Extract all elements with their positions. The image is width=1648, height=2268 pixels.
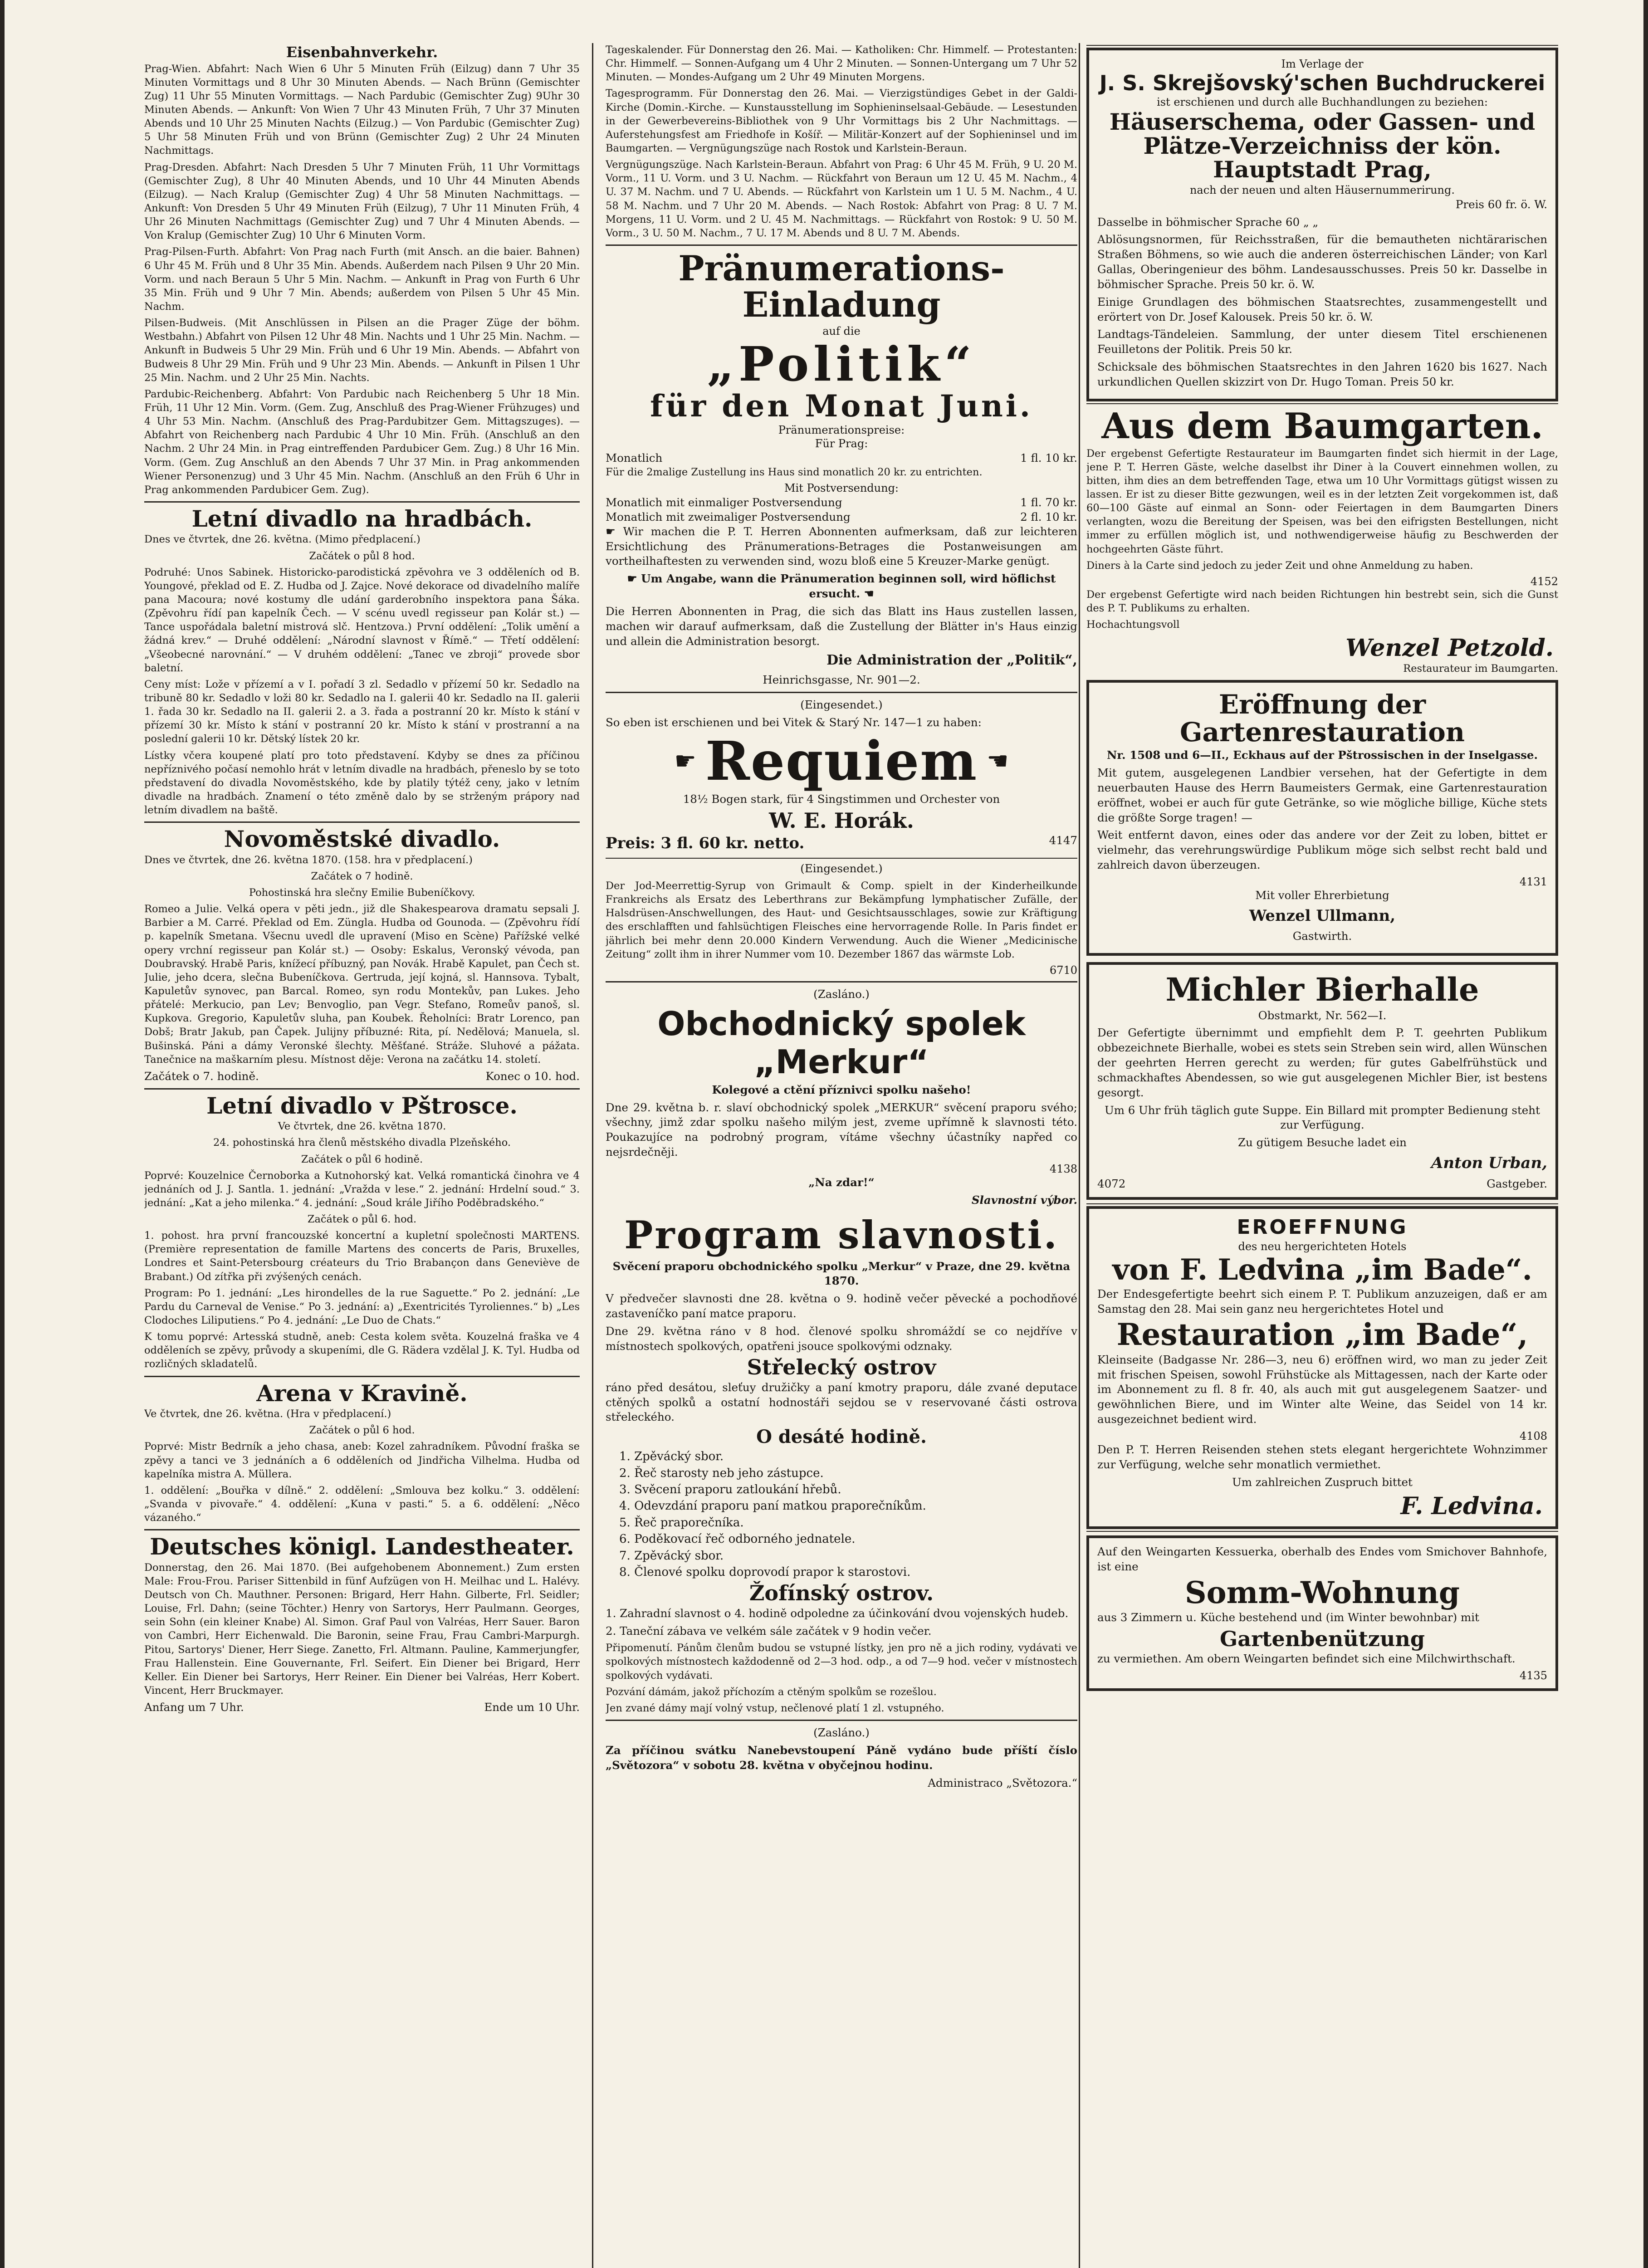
- body-text: Der ergebenst Gefertigte Restaurateur im Baumgarten findet sich hiermit in der Lage, jene P. T. Herren Gäste, welche daselbst ihr Diner à la Couvert einnehmen wollen, zu bitten, ihm dies an dem betreffenden Tage, etwa um 10 Uhr Vormittags gütigst wissen zu lassen. Er ist zu dieser Bitte gezwungen, weil es in der letzten Zeit vorgekommen ist, daß 60—100 Gäste auf einmal an Sonn- oder Feiertagen in dem Baumgarten Diners verlangten, wozu die Bereitung der Speisen, was bei den eifrigsten Bestellungen, nicht immer zu erfüllen möglich ist, und nothwendigerweise häufig zu Beschwerden der hochgeehrten Gäste führt.: [1086, 447, 1558, 555]
- railway-title: Eisenbahnverkehr.: [286, 44, 438, 61]
- signature: F. Ledvina.: [1400, 1492, 1543, 1520]
- price-row: [606, 510, 1077, 524]
- pointing-hand-icon: ☚: [987, 747, 1009, 776]
- start-note: Anfang um 7 Uhr.: [144, 1701, 244, 1714]
- address: Obstmarkt, Nr. 562—I.: [1258, 1008, 1387, 1022]
- ad-title: EROEFFNUNG: [1237, 1216, 1408, 1239]
- body-text: 1. oddělení: „Bouřka v dílně.“ 2. oddělení: „Smlouva bez kolku.“ 3. oddělení: „Svanda v pivovaře.“ 4. oddělení: „Kuna v pasti.“ 5. a 6. oddělení: „Něco vázaného.“: [144, 1484, 580, 1524]
- body-text: Dne 29. května ráno v 8 hod. členové spolku shromáždí se co nejdříve v místnostech spolkových, opatřeni jsouce spolkovými odznaky.: [606, 1324, 1077, 1353]
- kessuerka-ad: [1086, 1535, 1558, 1691]
- program-title: Program slavnosti.: [624, 1212, 1059, 1257]
- tagesprogramm: Tagesprogramm. Für Donnerstag den 26. Mai. — Vierzigstündiges Gebet in der Galdi-Kirche (Domin.-Kirche. — Kunstausstellung im Sophieninselsaal-Gebäude. — Lesestunden in der Gewerbevereins-Bibliothek von 9 Uhr Vormittags bis 2 Uhr Nachmittags. — Auferstehungsfest am Friedhofe in Košíř. — Militär-Konzert auf der Sophieninsel und im Baumgarten. — Vergnügungszüge nach Rostok und Karlstein-Beraun.: [606, 88, 1077, 154]
- ad-number: 4108: [1519, 1429, 1547, 1442]
- ad-sub: auf die: [822, 324, 861, 337]
- body-text: Diners à la Carte sind jedoch zu jeder Zeit und ohne Anmeldung zu haben.: [1086, 559, 1473, 572]
- delivery-note: Für die 2malige Zustellung ins Haus sind monatlich 20 kr. zu entrichten.: [606, 466, 983, 478]
- book-price: Preis 60 fr. ö. W.: [1455, 197, 1547, 211]
- body-text: Začátek o půl 6. hod.: [307, 1213, 417, 1226]
- body-text: ráno před desátou, sleťuy družičky a paní kmotry praporu, dále zvané deputace ctěných spolků a ostatní hodnostáři sejdou se v reservované části ostrova střeleckého.: [606, 1380, 1077, 1424]
- ad-number: 4131: [1519, 875, 1547, 888]
- divider: [606, 858, 1077, 859]
- pointing-hand-icon: ☛: [606, 524, 623, 538]
- closing: Um zahlreichen Zuspruch bittet: [1232, 1475, 1413, 1489]
- tageskalender: Tageskalender. Für Donnerstag den 26. Mai. — Katholiken: Chr. Himmelf. — Protestanten: Chr. Himmelf. — Sonnen-Aufgang um 4 Uhr 2 Minuten. — Sonnen-Untergang um 7 Uhr 52 Minuten. — Mondes-Aufgang um 2 Uhr 49 Minuten Morgens.: [606, 44, 1077, 83]
- body-text-span: Wir machen die P. T. Herren Abonnenten aufmerksam, daß zur leichteren Ersichtlichung des Pränumerations-Betrages die Postanweisungen am vortheilhaftesten zu verwenden sind, wozu bloß eine 5 Kreuzer-Marke genügt.: [606, 524, 1077, 568]
- requiem-title: Requiem: [705, 729, 978, 793]
- price-label: Monatlich mit einmaliger Postversendung: [606, 496, 842, 509]
- theatre-kravine: [144, 1379, 580, 1525]
- body-text: Jen zvané dámy mají volný vstup, nečlenové platí 1 zl. vstupného.: [606, 1702, 944, 1714]
- price-row: [606, 451, 1077, 465]
- body-text: zu vermiethen. Am obern Weingarten befindet sich eine Milchwirthschaft.: [1097, 1652, 1516, 1666]
- ad-subtitle: Gartenbenützung: [1219, 1627, 1425, 1652]
- body-text: Poprvé: Kouzelnice Černoborka a Kutnohorský kat. Velká romantická činohra ve 4 jednáních od J. J. Santla. 1. jednání: „Vražda v lese.“ 2. jednání: Hrdelní soud.“ 3. jednání: „Kat a jeho milenka.“ 4. jednání: „Soud krále Jiřího Poděbradského.“: [144, 1169, 580, 1209]
- program-list: [619, 1448, 1077, 1580]
- closing: Zu gütigem Besuche ladet ein: [1238, 1136, 1407, 1149]
- divider: [606, 244, 1077, 246]
- address: Nr. 1508 und 6—II., Eckhaus auf der Pštrossischen in der Inselgasse.: [1106, 748, 1538, 762]
- committee: Slavnostní výbor.: [971, 1193, 1077, 1207]
- signature: Die Administration der „Politik“,: [826, 652, 1077, 669]
- theatre-hradbach: [144, 507, 580, 817]
- body-text: Program: Po 1. jednání: „Les hirondelles de la rue Saguette.“ Po 2. jednání: „Le Pardu du Carneval de Venise.“ Po 3. jednání: a) „Exentricités Tyroliennes.“ b) „Les Clodoches Liliputiens.“ Po 4. jednání: „Le Duo de Chats.“: [144, 1287, 580, 1327]
- ad-title: Eröffnung der Gartenrestauration: [1179, 689, 1465, 748]
- divider: [606, 1720, 1077, 1721]
- theatre-novomestske: [144, 827, 580, 1083]
- page-edge-left: [0, 0, 5, 2268]
- body-text: Die Herren Abonnenten in Prag, die sich das Blatt ins Haus zustellen lassen, machen wir darauf aufmerksam, daß die Zustellung der Blätter in's Haus einzig und allein die Administration besorgt.: [606, 604, 1077, 648]
- address: Heinrichsgasse, Nr. 901—2.: [763, 673, 920, 686]
- date-line: Ve čtvrtek, dne 26. května 1870.: [278, 1120, 446, 1133]
- body-text: [606, 572, 1077, 601]
- body-text-span: Um Angabe, wann die Pränumeration beginnen soll, wird höflichst ersucht.: [641, 572, 1056, 601]
- divider: [144, 1376, 580, 1377]
- price-row: [606, 495, 1077, 510]
- railway-paragraph: Prag-Pilsen-Furth. Abfahrt: Von Prag nach Furth (mit Ansch. an die baier. Bahnen) 6 Uhr 45 M. Früh und 8 Uhr 35 Min. Abends. Außerdem nach Pilsen 9 Uhr 20 Min. Vorm. und nach Beraun 5 Uhr 5 Min. Nachm. — Ankunft in Prag von Furth 6 Uhr 35 Min. Früh und 9 Uhr 7 Min. Abends; außerdem von Pilsen 5 Uhr 45 Min. Nachm.: [144, 246, 580, 313]
- ad-number: 4072: [1097, 1177, 1126, 1190]
- body-text: Lístky včera koupené platí pro toto představení. Kdyby se dnes za příčinou nepříznivého počasí nemohlo hrát v letním divadle na hradbách, přeneslo by se toto představení do divadla Novoměstského, kde by platily týtéž ceny, jako v letním divadle na hradbách. Znamení o této změně dalo by se strženým prápory nad letním divadlem na baště.: [144, 749, 580, 816]
- publisher-name: J. S. Skrejšovský'schen Buchdruckerei: [1099, 71, 1545, 95]
- railway-paragraph: Pilsen-Budweis. (Mit Anschlüssen in Pilsen an die Prager Züge der böhm. Westbahn.) Abfahrt von Pilsen 12 Uhr 48 Min. Nachts und 1 Uhr 25 Min. Nachm. — Ankunft in Budweis 5 Uhr 29 Min. Früh und 6 Uhr 19 Min. Abends. — Abfahrt von Budweis 8 Uhr 29 Min. Früh und 9 Uhr 23 Min. Abends. — Ankunft in Pilsen 1 Uhr 25 Min. Nachm. und 2 Uhr 25 Min. Nachts.: [144, 317, 580, 384]
- benefit-line: Pohostinská hra slečny Emilie Bubeníčkovy.: [249, 887, 475, 899]
- ad-number: 4138: [1049, 1162, 1077, 1175]
- michler-ad: [1086, 962, 1558, 1200]
- footer-row: [1097, 1177, 1547, 1191]
- post-title: Mit Postversendung:: [784, 482, 899, 495]
- ad-title: Michler Bierhalle: [1165, 971, 1479, 1009]
- price-label: Monatlich mit zweimaliger Postversendung: [606, 510, 851, 523]
- merkur-ad: [606, 987, 1077, 1208]
- prices-title: Pränumerationspreise:: [778, 424, 905, 437]
- column-divider-1: [592, 43, 593, 2268]
- program-ad: [606, 1212, 1077, 1716]
- divider: [606, 981, 1077, 982]
- book-entry: Einige Grundlagen des böhmischen Staatsrechtes, zusammengestellt und erörtert von Dr. Josef Kalousek. Preis 50 kr. ö. W.: [1097, 295, 1547, 323]
- body-text: Pozvání dámám, jakož příchozím a ctěným spolkům se rozešlou.: [606, 1686, 937, 1698]
- body-text: Podruhé: Unos Sabinek. Historicko-parodistická zpěvohra ve 3 odděleních od B. Youngové, překlad od E. Z. Hudba od J. Zajce. Nové dekorace od divadelního malíře pana Macoura; nové kostumy dle udání garderobního inspektora pana Šáka. (Zpěvohru řídí pan kapelník Čech. — V scénu uvedl regisseur pan Kolár st.) — Tance uspořádala baletní mistrová slč. Hentzova.) První oddělení: „Tolik umění a žádná krev.“ — Druhé oddělení: „Národní slavnost v Římě.“ — Třetí oddělení: „Všeobecné narovnání.“ — V druhém oddělení: „Tanec ve zbroji“ provede sbor baletní.: [144, 566, 580, 674]
- divider: [144, 821, 580, 823]
- body-text: Poprvé: Mistr Bedrník a jeho chasa, aneb: Kozel zahradníkem. Původní fraška se zpěvy a tanci ve 3 jednáních a 6 odděleních od Jindřicha Vilhelma. Hudba od kapelníka mistra A. Müllera.: [144, 1441, 580, 1480]
- ad-intro: Im Verlage der: [1281, 58, 1364, 70]
- list-item: 7. Zpěvácký sbor.: [619, 1549, 724, 1563]
- divider: [144, 501, 580, 503]
- body-text: Donnerstag, den 26. Mai 1870. (Bei aufgehobenem Abonnement.) Zum ersten Male: Frou-Frou. Pariser Sittenbild in fünf Aufzügen von H. Meilhac und L. Halévy. Deutsch von Ch. Mauthner. Personen: Brigard, Herr Hahn. Gilberte, Frl. Seidler; Louise, Frl. Dahn; (seine Töchter.) Henry von Sartorys, Herr Paulmann. Georges, sein Sohn (ein kleiner Knabe) Al. Simon. Graf Paul von Valréas, Herr Sauer. Baron von Cambri, Herr Eichenwald. Die Baronin, seine Frau, Frau Cambri-Marpurgh. Pitou, Sartorys' Diener, Herr Siege. Zanetto, Frl. Altmann. Pauline, Kammerjungfer, Frau Hallenstein. Eine Gouvernante, Frl. Seifert. Ein Diener bei Brigard, Herr Keller. Ein Diener bei Sartorys, Herr Reiner. Ein Diener bei Valréas, Herr Kobert. Vincent, Herr Bruckmayer.: [144, 1561, 580, 1696]
- end-note: Ende um 10 Uhr.: [484, 1701, 580, 1714]
- railway-section: [144, 45, 580, 497]
- price-value: 1 fl. 70 kr.: [1020, 496, 1077, 509]
- section-title: Novoměstské divadlo.: [224, 826, 500, 853]
- list-item: 3. Svěcení praporu zatloukání hřebů.: [619, 1483, 841, 1497]
- list-item: 4. Odevzdání praporu paní matkou praporečníkům.: [619, 1499, 926, 1513]
- start-time: Začátek o půl 6 hod.: [309, 1424, 415, 1437]
- start-note: Začátek o 7. hodině.: [144, 1069, 259, 1083]
- subsection-title: Střelecký ostrov: [747, 1355, 936, 1380]
- list-item: 8. Členové spolku doprovodí prapor k starostovi.: [619, 1565, 911, 1579]
- section-title: Arena v Kravině.: [256, 1379, 468, 1407]
- body-text: Kleinseite (Badgasse Nr. 286—3, neu 6) eröffnen wird, wo man zu jeder Zeit mit frischen Speisen, sowohl Frühstücke als Mittagessen, nach der Karte oder im Abonnement zu fl. 8 fr. 40, als auch mit gut ausgelegenem Saatzer- und gewöhnlichen Biere, und im Winter alte Weine, das Seidel von 14 kr. ausgezeichnet bedient wird.: [1097, 1353, 1547, 1426]
- date-line: Dnes ve čtvrtek, dne 26. května. (Mimo předplacení.): [144, 533, 421, 546]
- body-text: K tomu poprvé: Artesská studně, aneb: Cesta kolem světa. Kouzelná fraška ve 4 odděleních se zpěvy, průvody a skupeními, dle G. Rädera vzdělal J. K. Tyl. Hudba od rozličných skladatelů.: [144, 1331, 580, 1370]
- baumgarten-ad: [1086, 405, 1558, 676]
- body-text: Za příčinou svátku Nanebevstoupení Páně vydáno bude příští číslo „Světozora“ v sobotu 28. května v obyčejnou hodinu.: [606, 1743, 1077, 1772]
- body-text: [606, 524, 1077, 569]
- ad-title: Aus dem Baumgarten.: [1101, 405, 1543, 447]
- body-text: Mit gutem, ausgelegenen Landbier versehen, hat der Gefertigte in dem neuerbauten Hause des Herrn Baumeisters Germak, eine Gartenrestauration eröffnet, wobei er auch für gute Getränke, so wie mögliche billige, Küche stets die größte Sorge tragen! —: [1097, 766, 1547, 824]
- divider: [144, 1529, 580, 1530]
- ad-number: 4147: [1049, 834, 1077, 847]
- body-text: Auf den Weingarten Kessuerka, oberhalb des Endes vom Smichover Bahnhofe, ist eine: [1097, 1545, 1547, 1574]
- page-edge-right: [1643, 0, 1648, 2268]
- requiem-headline: [606, 729, 1077, 793]
- restaurant-name: Restauration „im Bade“,: [1116, 1317, 1528, 1353]
- body-text: Der Gefertigte übernimmt und empfiehlt dem P. T. geehrten Publikum obbezeichnete Bierhalle, wobei es stets sein Streben sein wird, allen Wünschen der geehrten Herren gerecht zu werden; für gutes Gabelfrühstück und schmackhaftes Abendessen, so wie gut ausgelegenen Michler Bier, ist bestens gesorgt.: [1097, 1026, 1547, 1099]
- book-entry: Landtags-Tändeleien. Sammlung, der unter diesem Titel erschienenen Feuilletons der Politik. Preis 50 kr.: [1097, 327, 1547, 356]
- nazdar: „Na zdar!“: [808, 1175, 875, 1189]
- list-item: 1. Zpěvácký sbor.: [619, 1450, 724, 1464]
- subsection-title: O desáté hodině.: [756, 1426, 927, 1448]
- praenumeration-ad: [606, 250, 1077, 687]
- program-sub: Svěcení praporu obchodnického spolku „Merkur“ v Praze, dne 29. května 1870.: [612, 1259, 1071, 1288]
- end-row: [144, 1069, 580, 1084]
- ad-intro: ist erschienen und durch alle Buchhandlungen zu beziehen:: [1157, 96, 1488, 109]
- signature: Wenzel Petzold.: [1345, 634, 1554, 662]
- price: Preis: 3 fl. 60 kr. netto.: [606, 834, 805, 853]
- closing: Hochachtungsvoll: [1086, 619, 1180, 631]
- pointing-hand-icon: ☛: [627, 572, 641, 586]
- signature-title: Restaurateur im Baumgarten.: [1403, 663, 1558, 675]
- pointing-hand-icon: ☚: [860, 587, 874, 601]
- end-row: [144, 1700, 580, 1715]
- end-note: Konec o 10. hod.: [485, 1069, 580, 1083]
- prague-label: Für Prag:: [815, 437, 868, 450]
- body-text: Weit entfernt davon, eines oder das andere vor der Zeit zu loben, bittet er vielmehr, das verehrungswürdige Publikum möge sich selbst recht bald und zahlreich davon überzeugen.: [1097, 828, 1547, 872]
- svetozor-notice: [606, 1725, 1077, 1790]
- merkur-title: Obchodnický spolek „Merkur“: [657, 1004, 1026, 1081]
- zaslano-label: (Zasláno.): [813, 987, 870, 1001]
- price-value: 1 fl. 10 kr.: [1020, 451, 1077, 465]
- ad-number: 4135: [1519, 1669, 1547, 1682]
- column-middle: [606, 43, 1077, 2268]
- signature: Anton Urban,: [1431, 1154, 1547, 1173]
- body-text: Den P. T. Herren Reisenden stehen stets elegant hergerichtete Wohnzimmer zur Verfügung, welche sehr monatlich vermiethet.: [1097, 1442, 1547, 1471]
- newspaper-name: „Politik“: [707, 336, 976, 392]
- ad-number: 6710: [1049, 963, 1077, 977]
- section-title: Letní divadlo v Pštrosce.: [206, 1092, 518, 1119]
- body-text: Ceny míst: Lože v přízemí a v I. pořadí 3 zl. Sedadlo v přízemí 50 kr. Sedadlo na tribuně 80 kr. Sedadlo v loži 80 kr. Sedadlo na I. galerii 40 kr. Sedadlo na II. galerii 1. řada 30 kr. Sedadlo na II. galerii 2. a 3. řada a postranní 20 kr. Místo k stání v přízemí 30 kr. Místo k stání v postranní 20 kr. Místo k stání v prostranní a na poslední galerii 10 kr. Dětský lístek 20 kr.: [144, 678, 580, 745]
- signature-title: Gastgeber.: [1487, 1177, 1547, 1190]
- start-time: Začátek o 7 hodině.: [311, 870, 413, 882]
- divider: [144, 1088, 580, 1090]
- pointing-hand-icon: ☛: [674, 747, 696, 776]
- ledvina-ad: [1086, 1206, 1558, 1529]
- list-item: 2. Řeč starosty neb jeho zástupce.: [619, 1466, 824, 1480]
- railway-paragraph: Prag-Wien. Abfahrt: Nach Wien 6 Uhr 5 Minuten Früh (Eilzug) dann 7 Uhr 35 Minuten Vormittags und 8 Uhr 30 Minuten Abends. — Nach Brünn (Gemischter Zug) 11 Uhr 55 Minuten Vormittags. — Nach Pardubic (Gemischter Zug) 9Uhr 30 Minuten Abends. — Ankunft: Von Wien 7 Uhr 43 Minuten Früh, 7 Uhr 37 Minuten Abends und 10 Uhr 25 Minuten Nachts (Eilzug.) — Von Pardubic (Gemischter Zug) 5 Uhr 58 Minuten Früh und von Brünn (Gemischter Zug) 2 Uhr 24 Minuten Nachmittags.: [144, 63, 580, 157]
- vergnuegungszuege: Vergnügungszüge. Nach Karlstein-Beraun. Abfahrt von Prag: 6 Uhr 45 M. Früh, 9 U. 20 M. Vorm., 11 U. Vorm. und 3 U. Nachm. — Rückfahrt von Beraun um 12 U. 45 M. Nachm., 4 U. 37 M. Nachm. und 7 U. Abends. — Rückfahrt von Karlstein um 1 U. 5 M. Nachm., 4 U. 58 M. Nachm. und 7 Uhr 20 M. Abends. — Nach Rostok: Abfahrt von Prag: 8 U. 7 M. Morgens, 11 U. Vorm. und 2 U. 45 M. Nachmittags. — Rückfahrt von Rostok: 9 U. 50 M. Vorm., 3 U. 50 M. Nachm., 7 U. 17 M. Abends und 8 U. 7 M. Abends.: [606, 159, 1077, 239]
- author: W. E. Horák.: [769, 808, 914, 833]
- body-text: Dne 29. května b. r. slaví obchodnický spolek „MERKUR“ svěcení praporu svého; všechny, jimž zdar spolku našeho milým jest, zveme upřímně k slavnosti této. Poukazujíce na podrobný program, vítáme všechny účastníky napřed co nejsrdečněji.: [606, 1100, 1077, 1159]
- book-entry: Ablösungsnormen, für Reichsstraßen, für die bemautheten nichtärarischen Straßen Böhmens, so wie auch die anderen österreichischen Länder; von Karl Gallas, Oberingenieur des böhm. Landesausschusses. Preis 50 kr. Dasselbe in böhmischer Sprache. Preis 50 kr. ö. W.: [1097, 233, 1547, 291]
- start-time: Začátek o půl 6 hodině.: [301, 1153, 423, 1165]
- subsection-title: Žofínský ostrov.: [749, 1581, 934, 1606]
- body-text: 1. Zahradní slavnost o 4. hodině odpoledne za účinkování dvou vojenských hudeb.: [606, 1606, 1069, 1620]
- body-text: Der Jod-Meerrettig-Syrup von Grimault & Comp. spielt in der Kinderheilkunde Frankreichs als Ersatz des Leberthrans zur Bekämpfung lymphatischer Zufälle, der Halsdrüsen-Anschwellungen, des Haut- und Gesichtsausschlages, sowie zur Kräftigung des erschlafften und fahlsüchtigen Fleisches eine hervorragende Rolle. In Paris findet er jährlich bei mehr denn 20.000 Kindern Verwendung. Auch die Wiener „Medicinische Zeitung“ zollt ihm in ihrer Nummer vom 10. Dezember 1867 das wärmste Lob.: [606, 880, 1077, 960]
- closing: Mit voller Ehrerbietung: [1255, 888, 1389, 902]
- price-label: Monatlich: [606, 451, 663, 465]
- column-divider-2: [1079, 43, 1080, 2268]
- syrup-ad: [606, 861, 1077, 977]
- signature-title: Gastwirth.: [1292, 929, 1352, 943]
- gartenrestauration-ad: [1086, 680, 1558, 956]
- divider: [606, 692, 1077, 693]
- hotel-name: von F. Ledvina „im Bade“.: [1112, 1252, 1532, 1287]
- start-time: Začátek o půl 8 hod.: [309, 550, 415, 562]
- section-title: Letní divadlo na hradbách.: [191, 505, 533, 532]
- book-sub: nach der neuen und alten Häusernummerirung.: [1189, 183, 1455, 196]
- guest-line: 24. pohostinská hra členů městského divadla Plzeňského.: [213, 1137, 511, 1149]
- theatre-landestheater: [144, 1535, 580, 1715]
- ad-number: 4152: [1530, 575, 1558, 588]
- body-text: Der Endesgefertigte beehrt sich einem P. T. Publikum anzuzeigen, daß er am Samstag den 28. Mai sein ganz neu hergerichtetes Hotel und: [1097, 1287, 1547, 1315]
- ad-title: Pränumerations-Einladung: [678, 248, 1005, 325]
- price-value: 2 fl. 10 kr.: [1020, 510, 1077, 523]
- body-text: V předvečer slavnosti dne 28. května o 9. hodině večer pěvecké a pochodňové zastaveníčko paní matce praporu.: [606, 1292, 1077, 1320]
- ad-title: Somm-Wohnung: [1185, 1575, 1460, 1611]
- list-item: 5. Řeč praporečníka.: [619, 1515, 744, 1530]
- section-title: Deutsches königl. Landestheater.: [150, 1533, 574, 1560]
- book-entry: Schicksale des böhmischen Staatsrechtes in den Jahren 1620 bis 1627. Nach urkundlichen Quellen skizzirt von Dr. Hugo Toman. Preis 50 kr.: [1097, 360, 1547, 388]
- eingesendet-label: (Eingesendet.): [800, 862, 883, 875]
- signature: Wenzel Ullmann,: [1249, 906, 1396, 925]
- signature: Administraco „Světozora.“: [928, 1776, 1077, 1789]
- price-row: [606, 833, 1077, 853]
- body-text: So eben ist erschienen und bei Vitek & Starý Nr. 147—1 zu haben:: [606, 716, 982, 729]
- eingesendet-label: (Eingesendet.): [800, 698, 883, 712]
- month-line: für den Monat Juni.: [650, 388, 1033, 424]
- railway-paragraph: Pardubic-Reichenberg. Abfahrt: Von Pardubic nach Reichenberg 5 Uhr 18 Min. Früh, 11 Uhr 12 Min. Vorm. (Gem. Zug, Anschluß des Prag-Wiener Frühzuges) und 4 Uhr 53 Min. Nachm. (Anschluß des Prag-Pardubitzer Gem. Mittagszuges). — Abfahrt von Reichenberg nach Pardubic 4 Uhr 10 Min. Früh. (Anschluß an den Nachm. 2 Uhr 24 Min. in Prag eintreffenden Pardubicer Gem. Zug.) 8 Uhr 16 Min. Vorm. (Gem. Zug Anschluß an den Abends 7 Uhr 37 Min. in Prag ankommenden Wiener Personenzug) und 3 Uhr 45 Min. Nachm. (Anschluß an den Früh 6 Uhr in Prag ankommenden Pardubicer Gem. Zug).: [144, 388, 580, 496]
- column-right: [1086, 43, 1558, 2268]
- body-text: aus 3 Zimmern u. Küche bestehend und (im Winter bewohnbar) mit: [1097, 1611, 1479, 1624]
- requiem-ad: [606, 698, 1077, 853]
- column-left: [144, 43, 580, 2268]
- body-text: Um 6 Uhr früh täglich gute Suppe. Ein Billard mit prompter Bedienung steht zur Verfügung.: [1105, 1103, 1540, 1132]
- body-text: 2. Taneční zábava ve velkém sále začátek v 9 hodin večer.: [606, 1624, 932, 1637]
- body-text: Der ergebenst Gefertigte wird nach beiden Richtungen hin bestrebt sein, sich die Gunst des P. T. Publikums zu erhalten.: [1086, 588, 1558, 615]
- body-text: 18½ Bogen stark, für 4 Singstimmen und Orchester von: [683, 792, 1000, 806]
- body-text: Romeo a Julie. Velká opera v pěti jedn., již dle Shakespearova dramatu sepsali J. Barbier a M. Carré. Překlad od Em. Züngla. Hudba od Gounoda. — (Zpěvohru řídí p. kapelník Smetana. Všecnu uvedl dle upravení (Miso en Scène) Pařížské velké opery vrchní regisseur pan Kolár st.) — Osoby: Eskalus, Veronský vévoda, pan Doubravský. Hrabě Paris, knížecí příbuzný, pan Novák. Hrabě Kapulet, pan Čech st. Julie, jeho dcera, slečna Bubeníčkova. Gertruda, její kojná, sl. Hannsova. Tybalt, Kapuletův synovec, pan Barcal. Romeo, syn rodu Montekův, pan Lukes. Jeho přátelé: Merkucio, pan Lev; Benvoglio, pan Vegr. Stefano, Romeův panoš, sl. Kupkova. Gregorio, Kapuletův sluha, pan Koubek. Řeholníci: Bratr Lorenco, pan Dobš; Bratr Jakub, pan Čapek. Julijny příbuzné: Rita, pí. Nedělová; Manuela, sl. Bušinská. Páni a dámy Veronské šlechty. Měšťané. Stráže. Sluhové a pážata. Tanečnice na maškarním plesu. Místnost děje: Verona na začátku 14. století.: [144, 903, 580, 1066]
- theatre-pstrosce: [144, 1094, 580, 1371]
- greeting: Kolegové a ctění příznivci spolku našeho!: [712, 1083, 971, 1096]
- book-title: Häuserschema, oder Gassen- und Plätze-Verzeichniss der kön. Hauptstadt Prag,: [1109, 108, 1536, 183]
- ad-sub: des neu hergerichteten Hotels: [1238, 1240, 1407, 1253]
- date-line: Dnes ve čtvrtek, dne 26. května 1870. (158. hra v předplacení.): [144, 854, 473, 866]
- verlag-ad: [1086, 48, 1558, 401]
- list-item: 6. Poděkovací řeč odborného jednatele.: [619, 1532, 856, 1546]
- book-price: Dasselbe in böhmischer Sprache 60 „ „: [1097, 215, 1319, 229]
- body-text: 1. pohost. hra první francouzské koncertní a kupletní společnosti MARTENS. (Première representation de famille Martens des concerts de Paris, Bruxelles, Londres et Saint-Petersbourg créateurs du Trio Brabançon dans Geneviève de Brabant.) Od zítřka při zvýšených cenách.: [144, 1230, 580, 1283]
- date-line: Ve čtvrtek, dne 26. května. (Hra v předplacení.): [144, 1408, 391, 1420]
- zaslano-label: (Zasláno.): [813, 1726, 870, 1740]
- railway-paragraph: Prag-Dresden. Abfahrt: Nach Dresden 5 Uhr 7 Minuten Früh, 11 Uhr Vormittags (Gemischter Zug), 8 Uhr 40 Minuten Abends, und 10 Uhr 44 Minuten Abends (Eilzug). — Nach Kralup (Gemischter Zug) 4 Uhr 58 Minuten Nachmittags. — Ankunft: Von Dresden 5 Uhr 49 Minuten Früh (Eilzug), 7 Uhr 11 Minuten Früh, 4 Uhr 26 Minuten Nachmittags (Gemischter Zug) und 7 Uhr 4 Minuten Abends. — Von Kralup (Gemischter Zug) 10 Uhr 6 Minuten Vorm.: [144, 161, 580, 242]
- body-text: Připomenutí. Pánům členům budou se vstupné lístky, jen pro ně a jich rodiny, vydávati ve spolkových místnostech každodenně od 2—3 hod. odp., a od 7—9 hod. večer v místnostech spolkových vydávati.: [606, 1642, 1077, 1681]
